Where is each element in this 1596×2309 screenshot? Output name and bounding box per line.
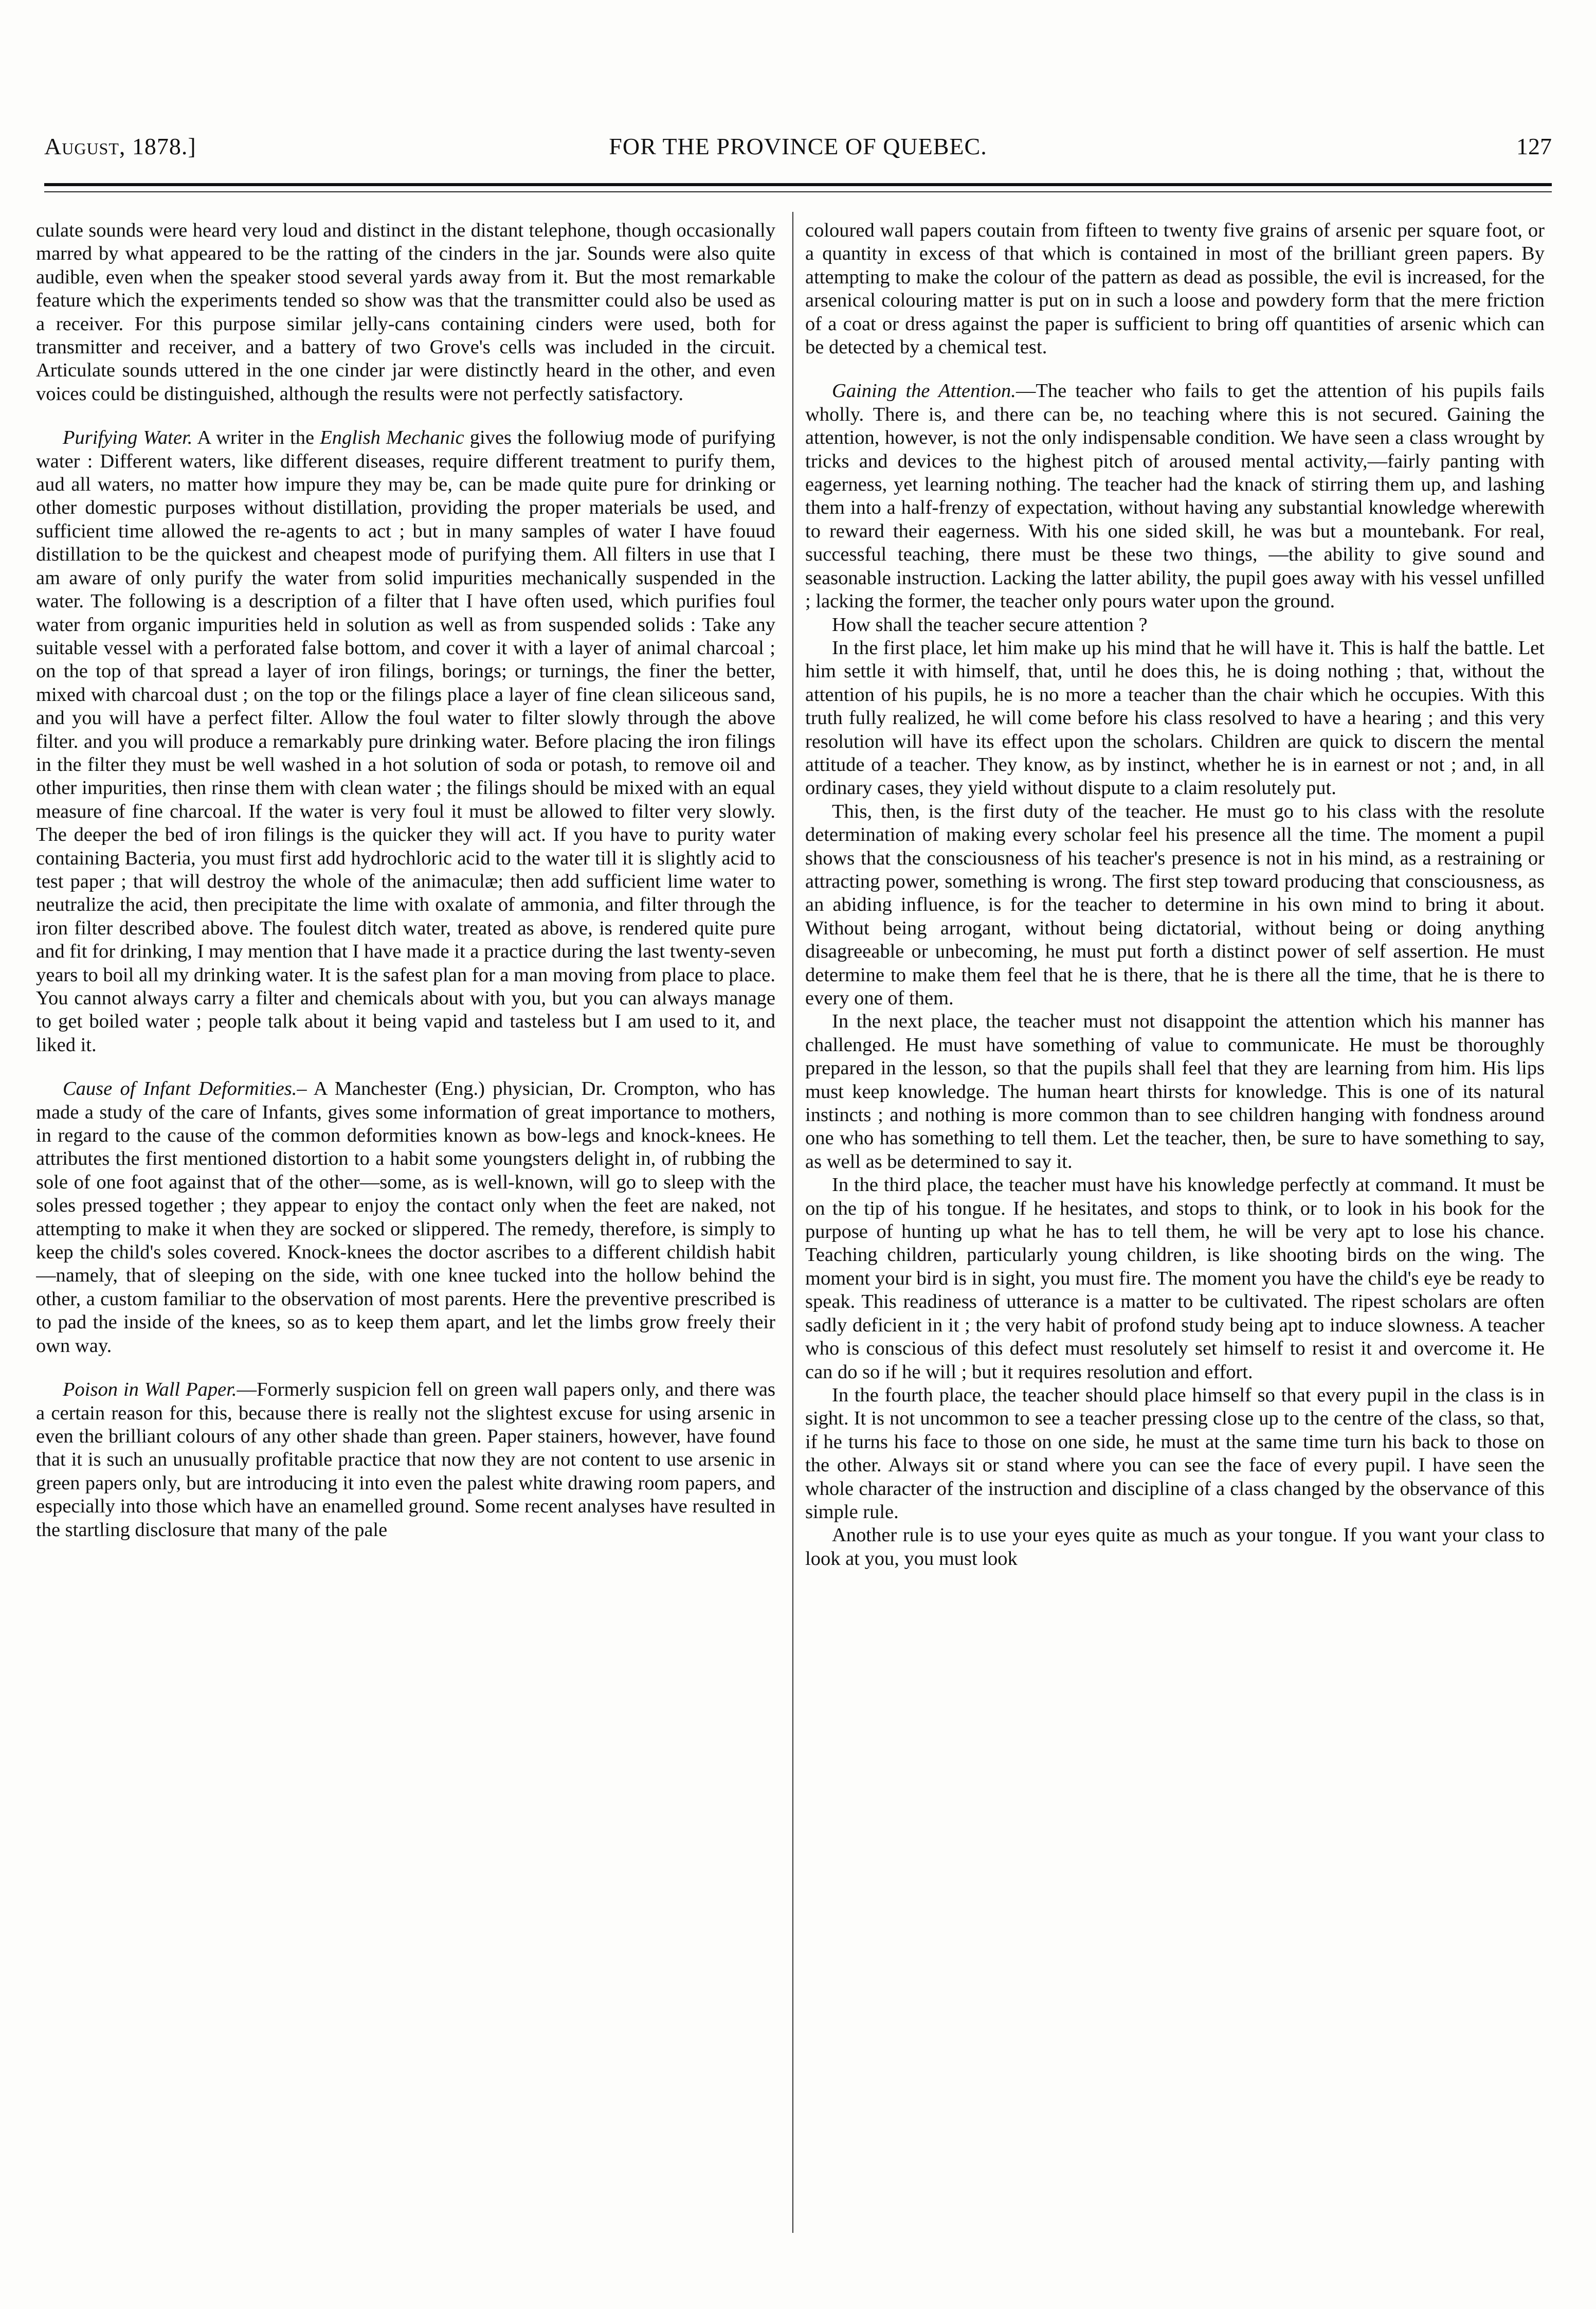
journal-title: FOR THE PROVINCE OF QUEBEC. xyxy=(609,133,987,159)
header-rule-thick xyxy=(44,183,1552,186)
attention-heading: Gaining the Attention. xyxy=(832,380,1016,402)
wall-paper-continued: coloured wall papers coutain from fifteen to twenty five grains of arsenic per square foot, or a quantity in excess of that which is contained in most of the brilliant green papers. By attempting to make the colour of the pattern as dead as possible, the evil is increased, for the arsenical colouring matter is put on in such a loose and powdery form that the mere friction of a coat or dress against the paper is sufficient to bring off quantities of arsenic which can be detected by a chemical test. xyxy=(805,220,1545,358)
infant-deformities-text: – A Manchester (Eng.) physician, Dr. Crompton, who has made a study of the care of Infants, gives some information of great importance to mothers, in regard to the cause of the common deformities known as bow-legs and knock-knees. He attributes the first mentioned distortion to a habit some youngsters delight in, of rubbing the sole of one foot against that of the other—some, as is well-known, will go to sleep with the soles pressed together ; they appear to enjoy the contact only when the feet are naked, not attempting to make it when they are socked or slippered. The remedy, therefore, is simply to keep the child's soles covered. Knock-knees the doctor ascribes to a different childish habit—namely, that of sleeping on the side, with one knee tucked into the hollow behind the other, a custom familiar to the observation of most parents. Here the preventive prescribed is to pad the inside of the knees, so as to keep them apart, and let the limbs grow freely their own way. xyxy=(36,1078,775,1357)
purifying-water-heading: Purifying Water. xyxy=(63,427,193,449)
telephone-paragraph: culate sounds were heard very loud and distinct in the distant telephone, though occasionally marred by what appeared to be the ratting of the cinders in the jar. Sounds were also quite audible, even when the speaker stood several yards away from it. But the most remarkable feature which the experiments tended so show was that the transmitter could also be used as a receiver. For this purpose similar jelly-cans containing cinders were used, both for transmitter and receiver, and a battery of two Grove's cells was included in the circuit. Articulate sounds uttered in the one cinder jar were distinctly heard in the other, and even voices could be distinguished, although the results were not perfectly satisfactory. xyxy=(36,220,775,405)
first-duty-paragraph: This, then, is the first duty of the teacher. He must go to his class with the resolute determination of making every scholar feel his presence all the time. The moment a pupil shows that the consciousness of his teacher's presence is not in his mind, as a restraining or attracting power, something is wrong. The first step toward producing that consciousness, as an abiding influence, is for the teacher to determine in his own mind to bring it about. Without being arrogant, without being dictatorial, without being or doing anything disagreeable or unbecoming, he must put forth a distinct power of self assertion. He must determine to make them feel that he is there, that he is there all the time, that he is there to every one of them. xyxy=(805,800,1545,1009)
header-rule-thin xyxy=(44,191,1552,192)
how-secure-paragraph: How shall the teacher secure attention ? xyxy=(832,614,1148,636)
purifying-water-text-a: A writer in the xyxy=(192,427,320,449)
wall-paper-text: —Formerly suspicion fell on green wall papers only, and there was a certain reason for this, because there is really not the slightest excuse for using arsenic in even the brilliant colours of any other shade than green. Paper stainers, however, have found that it is such an unusually profitable practice that now they are not content to use arsenic in green papers only, but are introducing it into even the palest white drawing room papers, and especially into those which have an enamelled ground. Some recent analyses have resulted in the startling disclosure that many of the pale xyxy=(36,1379,775,1541)
running-head xyxy=(44,128,1552,169)
purifying-water-text-b: gives the followiug mode of purifying water : Different waters, like different diseases, require different treatment to purify them, aud all waters, no matter how impure they may be, can be made quite pure for drinking or other domestic purposes without distillation, providing the proper materials be used, and sufficient time allowed the re-agents to act ; but in many samples of water I have fouud distillation to be the quickest and cheapest mode of purifying them. All filters in use that I am aware of only purify the water from solid impurities mechanically suspended in the water. The following is a description of a filter that I have often used, which purifies foul water from organic impurities held in solution as well as from suspended solids : Take any suitable vessel with a perforated false bottom, and cover it with a layer of animal charcoal ; on the top of that spread a layer of iron filings, borings; or turnings, the finer the better, mixed with charcoal dust ; on the top or the filings place a layer of fine clean siliceous sand, and you will have a perfect filter. Allow the foul water to filter slowly through the above filter. and you will produce a remarkably pure drinking water. Before placing the iron filings in the filter they must be well washed in a hot solution of soda or potash, to remove oil and other impurities, then rinse them with clean water ; the filings should be mixed with an equal measure of fine charcoal. If the water is very foul it must be allowed to filter very slowly. The deeper the bed of iron filings is the quicker they will act. If you have to purity water containing Bacteria, you must first add hydrochloric acid to the water till it is slightly acid to test paper ; that will destroy the whole of the animaculæ; then add sufficient lime water to neutralize the acid, then precipitate the lime with oxalate of ammonia, and filter through the iron filter described above. The foulest ditch water, treated as above, is rendered quite pure and fit for drinking, I may mention that I have made it a practice during the last twenty-seven years to boil all my drinking water. It is the safest plan for a man moving from place to place. You cannot always carry a filter and chemicals about with you, but you can always manage to get boiled water ; people talk about it being vapid and tasteless but I am used to it, and liked it. xyxy=(36,427,775,1056)
issue-date: August, 1878.] xyxy=(44,133,196,159)
wall-paper-heading: Poison in Wall Paper. xyxy=(63,1379,237,1401)
first-place-paragraph: In the first place, let him make up his mind that he will have it. This is half the battle. Let him settle it with himself, that, until he does this, he is doing nothing ; that, without the attention of his pupils, he is no more a teacher than the chair which he occupies. With this truth fully realized, he will come before his class resolved to have a hearing ; and this very resolution will have its effect upon the scholars. Children are quick to discern the mental attitude of a teacher. They know, as by instinct, whether he is in earnest or not ; and, in all ordinary cases, they yield without dispute to a claim resolutely put. xyxy=(805,637,1545,799)
infant-deformities-heading: Cause of Infant Deformities. xyxy=(63,1078,297,1100)
fourth-place-paragraph: In the fourth place, the teacher should place himself so that every pupil in the class is in sight. It is not uncommon to see a teacher pressing close up to the centre of the class, so that, if he turns his face to those on one side, he must at the same time turn his back to those on the other. Always sit or stand where you can see the face of every pupil. I have seen the whole character of the instruction and discipline of a class changed by the observance of this simple rule. xyxy=(805,1384,1545,1523)
wall-paper-paragraph xyxy=(36,1378,775,1542)
left-column xyxy=(36,219,775,2271)
attention-paragraph xyxy=(805,380,1545,613)
next-place-paragraph: In the next place, the teacher must not disappoint the attention which his manner has challenged. He must have something of value to communicate. He must be thoroughly prepared in the lesson, so that the pupils shall feel that they are learning from him. His lips must keep knowledge. The human heart thirsts for knowledge. This is one of its natural instincts ; and nothing is more common than to see children hanging with fondness around one who has something to tell them. Let the teacher, then, be sure to have something to say, as well as be determined to say it. xyxy=(805,1011,1545,1172)
column-divider xyxy=(792,212,793,2233)
purifying-water-paragraph xyxy=(36,426,775,1057)
english-mechanic-title: English Mechanic xyxy=(320,427,464,449)
another-rule-paragraph: Another rule is to use your eyes quite as much as your tongue. If you want your class to look at you, you must look xyxy=(805,1524,1545,1570)
infant-deformities-paragraph xyxy=(36,1077,775,1358)
right-column xyxy=(805,219,1545,2271)
attention-text: —The teacher who fails to get the attention of his pupils fails wholly. There is, and there can be, no teaching where this is not secured. Gaining the attention, however, is not the only indispensable condition. We have seen a class wrought by tricks and devices to the highest pitch of aroused mental activity,—fairly panting with eagerness, yet learning nothing. The teacher had the knack of stirring them up, and lashing them into a half-frenzy of expectation, without having any substantial knowledge wherewith to reward their eagerness. With his one sided skill, he was but a mountebank. For real, successful teaching, there must be these two things, —the ability to give sound and seasonable instruction. Lacking the latter ability, the pupil goes away with his vessel unfilled ; lacking the former, the teacher only pours water upon the ground. xyxy=(805,380,1545,612)
page-number: 127 xyxy=(1516,133,1552,159)
third-place-paragraph: In the third place, the teacher must have his knowledge perfectly at command. It must be on the tip of his tongue. If he hesitates, and stops to think, or to look in his book for the purpose of hunting up what he has to tell them, he will be very apt to lose his chance. Teaching children, particularly young children, is like shooting birds on the wing. The moment your bird is in sight, you must fire. The moment you have the child's eye be ready to speak. This readiness of utterance is a matter to be cultivated. The ripest scholars are often sadly deficient in it ; the very habit of profond study being apt to induce slowness. A teacher who is conscious of this defect must resolutely set himself to resist it and overcome it. He can do so if he will ; but it requires resolution and effort. xyxy=(805,1174,1545,1383)
